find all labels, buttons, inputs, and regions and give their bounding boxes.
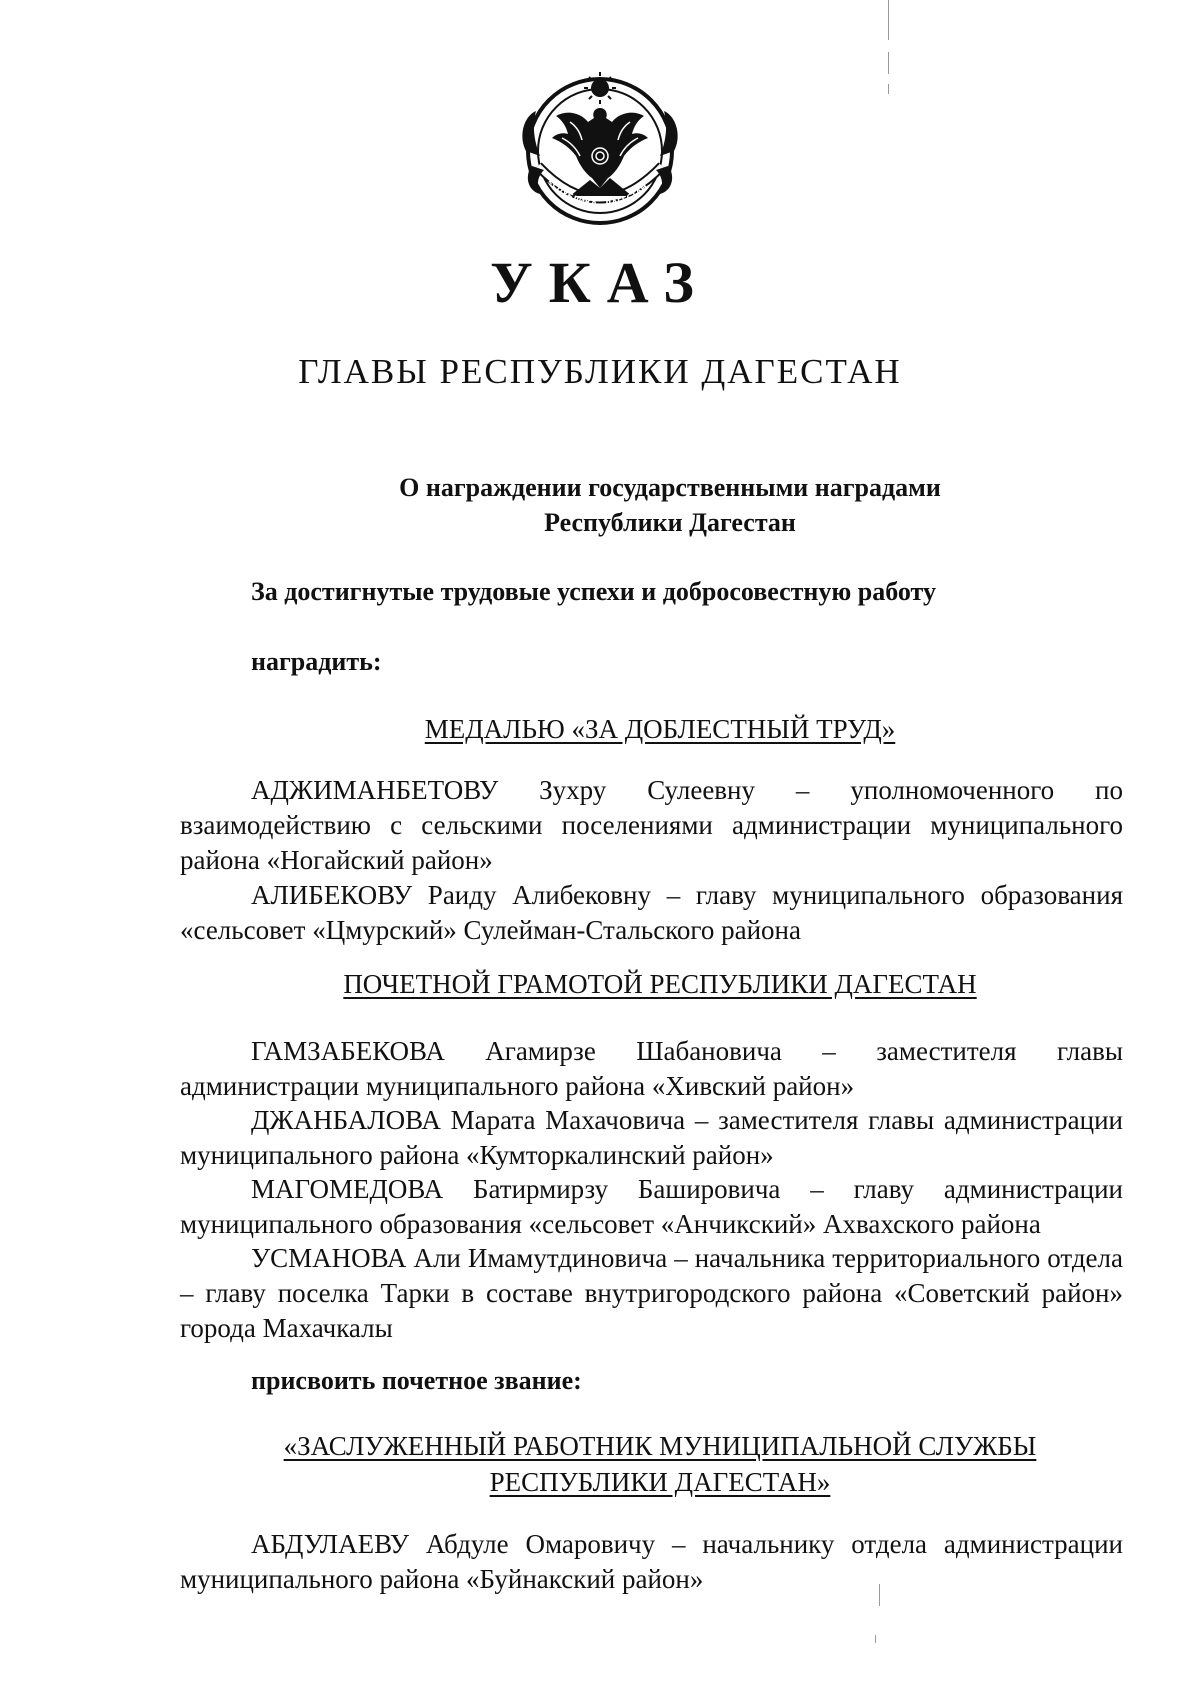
decree-subject-line-1: О награждении государственными наградами bbox=[399, 473, 941, 502]
scan-artifact-line bbox=[879, 1584, 880, 1606]
scan-artifact-line bbox=[888, 84, 889, 94]
medal-entry-2: АЛИБЕКОВУ Раиду Алибековну – главу муниципального образования «сельсовет «Цмурский» Сулейман-Стальского района bbox=[180, 880, 1123, 945]
award-reason: За достигнутые трудовые успехи и добросовестную работу bbox=[251, 577, 936, 606]
gramota-heading: ПОЧЕТНОЙ ГРАМОТОЙ РЕСПУБЛИКИ ДАГЕСТАН bbox=[343, 969, 977, 999]
decree-subject-line-2: Республики Дагестан bbox=[544, 508, 796, 537]
honorary-title-heading-line-2: РЕСПУБЛИКИ ДАГЕСТАН» bbox=[489, 1467, 831, 1497]
honorary-title-heading-line-1: «ЗАСЛУЖЕННЫЙ РАБОТНИК МУНИЦИПАЛЬНОЙ СЛУЖБЫ bbox=[283, 1431, 1037, 1461]
svg-text:РЕСПУБЛИКА: РЕСПУБЛИКА bbox=[543, 172, 598, 209]
gramota-entry-4: УСМАНОВА Али Имамутдиновича – начальника территориального отдела – главу поселка Тарки в составе внутригородского района «Советский район» города Махачкалы bbox=[180, 1243, 1123, 1343]
decree-subject bbox=[200, 470, 1140, 540]
honorary-title-entry-1: АБДУЛАЕВУ Абдуле Омаровичу – начальнику отдела администрации муниципального района «Буйнакский район» bbox=[180, 1529, 1123, 1594]
scan-artifact-line bbox=[875, 1635, 876, 1643]
medal-heading: МЕДАЛЬЮ «ЗА ДОБЛЕСТНЫЙ ТРУД» bbox=[424, 714, 896, 744]
gramota-entry-1: ГАМЗАБЕКОВА Агамирзе Шабановича – заместителя главы администрации муниципального района «Хивский район» bbox=[180, 1036, 1123, 1101]
scan-artifact-line bbox=[888, 52, 889, 74]
decree-subtitle: ГЛАВЫ РЕСПУБЛИКИ ДАГЕСТАН bbox=[298, 352, 902, 391]
gramota-entry-3: МАГОМЕДОВА Батирмирзу Башировича – главу администрации муниципального образования «сельсовет «Анчикский» Ахвахского района bbox=[180, 1174, 1123, 1239]
svg-text:ДАГЕСТАН: ДАГЕСТАН bbox=[604, 182, 650, 209]
gramota-entry-2: ДЖАНБАЛОВА Марата Махачовича – заместителя главы администрации муниципального района «Кумторкалинский район» bbox=[180, 1105, 1123, 1170]
medal-entry-1: АДЖИМАНБЕТОВУ Зухру Сулеевну – уполномоченного по взаимодействию с сельскими поселениями администрации муниципального района «Ногайский район» bbox=[180, 775, 1123, 875]
decree-title: УКАЗ bbox=[490, 250, 710, 315]
scan-artifact-line bbox=[888, 0, 889, 40]
dagestan-coat-of-arms-icon bbox=[510, 56, 690, 236]
honorary-title-heading bbox=[180, 1428, 1140, 1500]
reward-verb: наградить: bbox=[251, 647, 382, 676]
assign-verb: присвоить почетное звание: bbox=[251, 1366, 582, 1395]
